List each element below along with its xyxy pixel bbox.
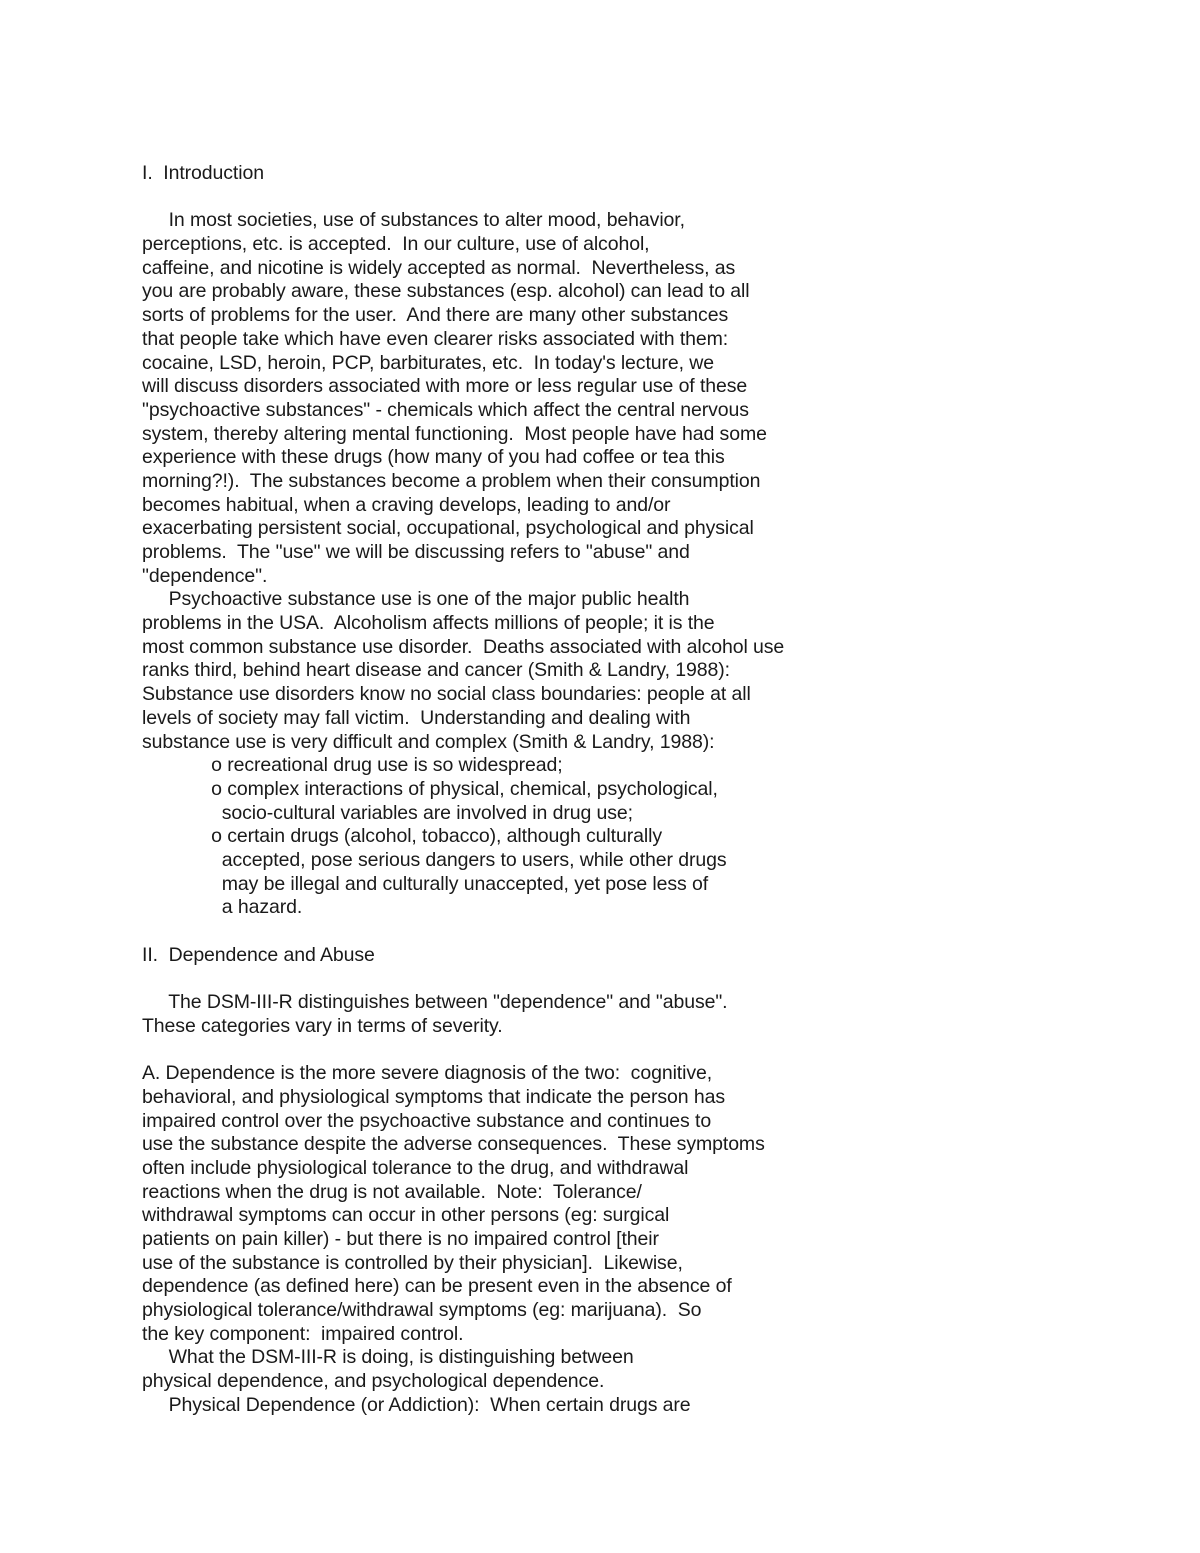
text-line: exacerbating persistent social, occupational, psychological and physical xyxy=(142,517,754,540)
text-line: dependence (as defined here) can be present even in the absence of xyxy=(142,1275,732,1298)
text-line: socio-cultural variables are involved in drug use; xyxy=(142,801,633,824)
section-heading: II. Dependence and Abuse xyxy=(142,943,375,966)
text-line: accepted, pose serious dangers to users, while other drugs xyxy=(142,848,727,871)
bullet-item: o certain drugs (alcohol, tobacco), although culturally xyxy=(142,825,662,848)
bullet-item: o recreational drug use is so widespread; xyxy=(142,754,563,777)
text-line: use of the substance is controlled by their physician]. Likewise, xyxy=(142,1251,683,1274)
text-line: In most societies, use of substances to alter mood, behavior, xyxy=(142,209,685,232)
text-line: Substance use disorders know no social class boundaries: people at all xyxy=(142,683,751,706)
text-line: reactions when the drug is not available. Note: Tolerance/ xyxy=(142,1180,642,1203)
text-line: the key component: impaired control. xyxy=(142,1322,464,1345)
text-line: "psychoactive substances" - chemicals which affect the central nervous xyxy=(142,398,749,421)
text-line: experience with these drugs (how many of you had coffee or tea this xyxy=(142,446,725,469)
blank-line xyxy=(142,1038,1142,1062)
bullet-item: o complex interactions of physical, chemical, psychological, xyxy=(142,777,718,800)
section-heading: I. Introduction xyxy=(142,162,264,184)
text-line: cocaine, LSD, heroin, PCP, barbiturates, etc. In today's lecture, we xyxy=(142,351,715,374)
text-line: Physical Dependence (or Addiction): When certain drugs are xyxy=(142,1393,691,1416)
text-line: sorts of problems for the user. And there are many other substances xyxy=(142,304,729,327)
text-line: may be illegal and culturally unaccepted, yet pose less of xyxy=(142,872,709,895)
text-line: A. Dependence is the more severe diagnosis of the two: cognitive, xyxy=(142,1062,713,1085)
text-line: "dependence". xyxy=(142,564,268,587)
text-line: will discuss disorders associated with more or less regular use of these xyxy=(142,375,748,398)
text-line: behavioral, and physiological symptoms that indicate the person has xyxy=(142,1085,725,1108)
blank-line xyxy=(142,967,1142,991)
text-line: These categories vary in terms of severity. xyxy=(142,1014,503,1037)
text-line: caffeine, and nicotine is widely accepted as normal. Nevertheless, as xyxy=(142,256,736,279)
document-body xyxy=(142,162,1142,1417)
text-line: problems in the USA. Alcoholism affects millions of people; it is the xyxy=(142,612,715,635)
text-line: substance use is very difficult and complex (Smith & Landry, 1988): xyxy=(142,730,715,753)
text-line: The DSM-III-R distinguishes between "dependence" and "abuse". xyxy=(142,991,728,1014)
text-line: physical dependence, and psychological dependence. xyxy=(142,1370,605,1393)
text-line: most common substance use disorder. Deaths associated with alcohol use xyxy=(142,635,785,658)
text-line: often include physiological tolerance to the drug, and withdrawal xyxy=(142,1156,689,1179)
text-line: perceptions, etc. is accepted. In our culture, use of alcohol, xyxy=(142,233,650,256)
text-line: withdrawal symptoms can occur in other persons (eg: surgical xyxy=(142,1204,670,1227)
text-line: What the DSM-III-R is doing, is distinguishing between xyxy=(142,1346,634,1369)
text-line: ranks third, behind heart disease and cancer (Smith & Landry, 1988): xyxy=(142,659,730,682)
text-line: problems. The "use" we will be discussing refers to "abuse" and xyxy=(142,541,690,563)
text-line: that people take which have even clearer risks associated with them: xyxy=(142,327,729,350)
text-line: use the substance despite the adverse consequences. These symptoms xyxy=(142,1133,765,1156)
text-line: system, thereby altering mental functioning. Most people have had some xyxy=(142,422,767,445)
text-line: morning?!). The substances become a problem when their consumption xyxy=(142,469,761,492)
text-line: impaired control over the psychoactive substance and continues to xyxy=(142,1109,712,1132)
blank-line xyxy=(142,920,1142,944)
text-line: levels of society may fall victim. Understanding and dealing with xyxy=(142,706,691,729)
blank-line xyxy=(142,186,1142,210)
text-line: you are probably aware, these substances (esp. alcohol) can lead to all xyxy=(142,280,750,303)
text-line: a hazard. xyxy=(142,896,303,919)
text-line: patients on pain killer) - but there is no impaired control [their xyxy=(142,1227,659,1250)
text-line: becomes habitual, when a craving develops, leading to and/or xyxy=(142,493,671,516)
text-line: Psychoactive substance use is one of the major public health xyxy=(142,588,690,611)
text-line: physiological tolerance/withdrawal symptoms (eg: marijuana). So xyxy=(142,1299,702,1321)
